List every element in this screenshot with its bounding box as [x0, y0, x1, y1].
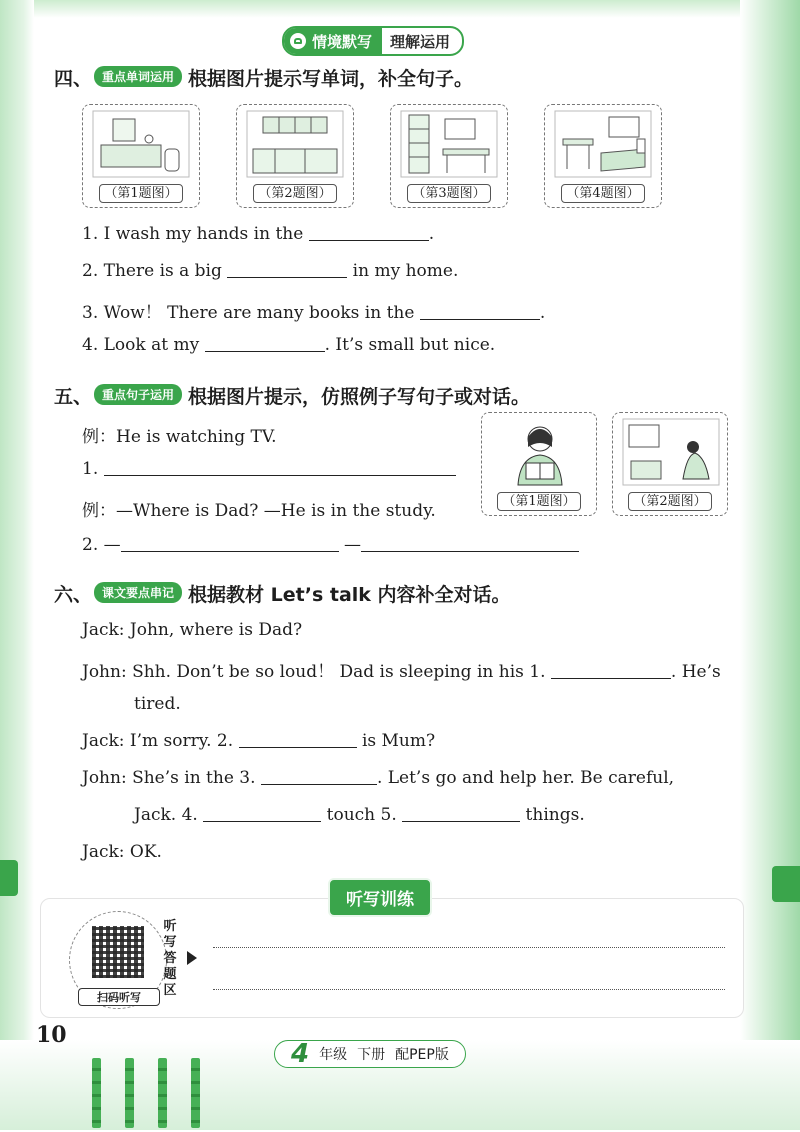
grade-unit: 年级 — [319, 1047, 348, 1063]
section5-tag: 重点句子运用 — [94, 384, 182, 405]
side-tab-left — [0, 860, 18, 896]
s5-caption-2: （第2题图） — [628, 492, 711, 511]
blank-input[interactable] — [402, 820, 520, 822]
section4-number: 四、 — [54, 68, 93, 90]
picture-cleaning-mom — [612, 412, 728, 516]
answer-line-1[interactable] — [213, 947, 725, 948]
dialogue-line-3: Jack: I’m sorry. 2. is Mum? — [82, 731, 436, 751]
s4-item-4: 4. Look at my . It’s small but nice. — [82, 335, 496, 355]
qr-code-icon — [92, 926, 144, 978]
section4-instruction: 根据图片提示写单词，补全句子。 — [188, 68, 474, 90]
header-right-label: 理解运用 — [390, 32, 451, 51]
section6-instruction: 根据教材 Let’s talk 内容补全对话。 — [188, 584, 511, 606]
blank-input[interactable] — [227, 276, 347, 278]
dialogue-line-2: John: Shh. Don’t be so loud！ Dad is sleeping in his 1. . He’s — [82, 662, 721, 682]
picture-study — [390, 104, 508, 208]
blank-input[interactable] — [121, 550, 339, 552]
study-illustration — [399, 109, 499, 179]
blank-input[interactable] — [551, 677, 671, 679]
side-tab-right — [772, 866, 800, 902]
decorative-bars — [92, 1058, 224, 1132]
section6-title — [54, 580, 511, 607]
blank-input[interactable] — [420, 318, 540, 320]
blank-input[interactable] — [203, 820, 321, 822]
section5-title — [54, 382, 530, 409]
phone-icon — [290, 33, 306, 49]
qr-code-area[interactable] — [69, 911, 167, 1009]
reading-girl-illustration — [490, 417, 590, 487]
blank-input[interactable] — [361, 550, 579, 552]
s5-q1: 1. — [82, 459, 456, 479]
blank-input[interactable] — [205, 350, 325, 352]
page-number: 10 — [36, 1022, 67, 1048]
dialogue-line-5: Jack. 4. touch 5. things. — [134, 805, 585, 825]
answer-area-label: 听 写 答 题 区 — [163, 919, 177, 998]
page-frame-top — [0, 0, 800, 18]
grade-number: 4 — [291, 1039, 310, 1069]
dialogue-line-2-cont: tired. — [134, 694, 181, 714]
section4-tag: 重点单词运用 — [94, 66, 182, 87]
dictation-title: 听写训练 — [328, 878, 432, 917]
blank-input[interactable] — [104, 474, 456, 476]
picture-reading-girl — [481, 412, 597, 516]
edition-label: 配PEP版 — [395, 1047, 449, 1063]
qr-label: 扫码听写 — [78, 988, 160, 1006]
bathroom-illustration — [91, 109, 191, 179]
dialogue-line-1: Jack: John, where is Dad? — [82, 620, 303, 640]
dialogue-line-6: Jack: OK. — [82, 842, 162, 862]
volume-label: 下册 — [357, 1047, 386, 1063]
caption-4: （第4题图） — [561, 184, 644, 203]
picture-kitchen — [236, 104, 354, 208]
header-left-label: 情境默写 — [312, 32, 373, 51]
section5-number: 五、 — [54, 386, 93, 408]
kitchen-illustration — [245, 109, 345, 179]
caption-1: （第1题图） — [99, 184, 182, 203]
s4-item-3: 3. Wow！ There are many books in the . — [82, 303, 546, 323]
section5-instruction: 根据图片提示，仿照例子写句子或对话。 — [188, 386, 531, 408]
s4-item-2: 2. There is a big in my home. — [82, 261, 459, 281]
blank-input[interactable] — [239, 746, 357, 748]
s5-example-2: 例：—Where is Dad? —He is in the study. — [82, 501, 436, 521]
arrow-right-icon — [187, 951, 197, 965]
picture-bathroom — [82, 104, 200, 208]
answer-line-2[interactable] — [213, 989, 725, 990]
blank-input[interactable] — [261, 783, 377, 785]
blank-input[interactable] — [309, 239, 429, 241]
caption-2: （第2题图） — [253, 184, 336, 203]
s5-caption-1: （第1题图） — [497, 492, 580, 511]
s4-item-1: 1. I wash my hands in the . — [82, 224, 435, 244]
cleaning-illustration — [621, 417, 721, 487]
footer-pill — [274, 1040, 466, 1068]
caption-3: （第3题图） — [407, 184, 490, 203]
section6-tag: 课文要点串记 — [94, 582, 182, 603]
section-header — [282, 26, 464, 56]
s5-q2: 2. — — — [82, 535, 579, 555]
s5-example-1: 例：He is watching TV. — [82, 427, 277, 447]
section4-title — [54, 64, 473, 91]
dialogue-line-4: John: She’s in the 3. . Let’s go and help her. Be careful, — [82, 768, 675, 788]
picture-bedroom — [544, 104, 662, 208]
section6-number: 六、 — [54, 584, 93, 606]
bedroom-illustration — [553, 109, 653, 179]
